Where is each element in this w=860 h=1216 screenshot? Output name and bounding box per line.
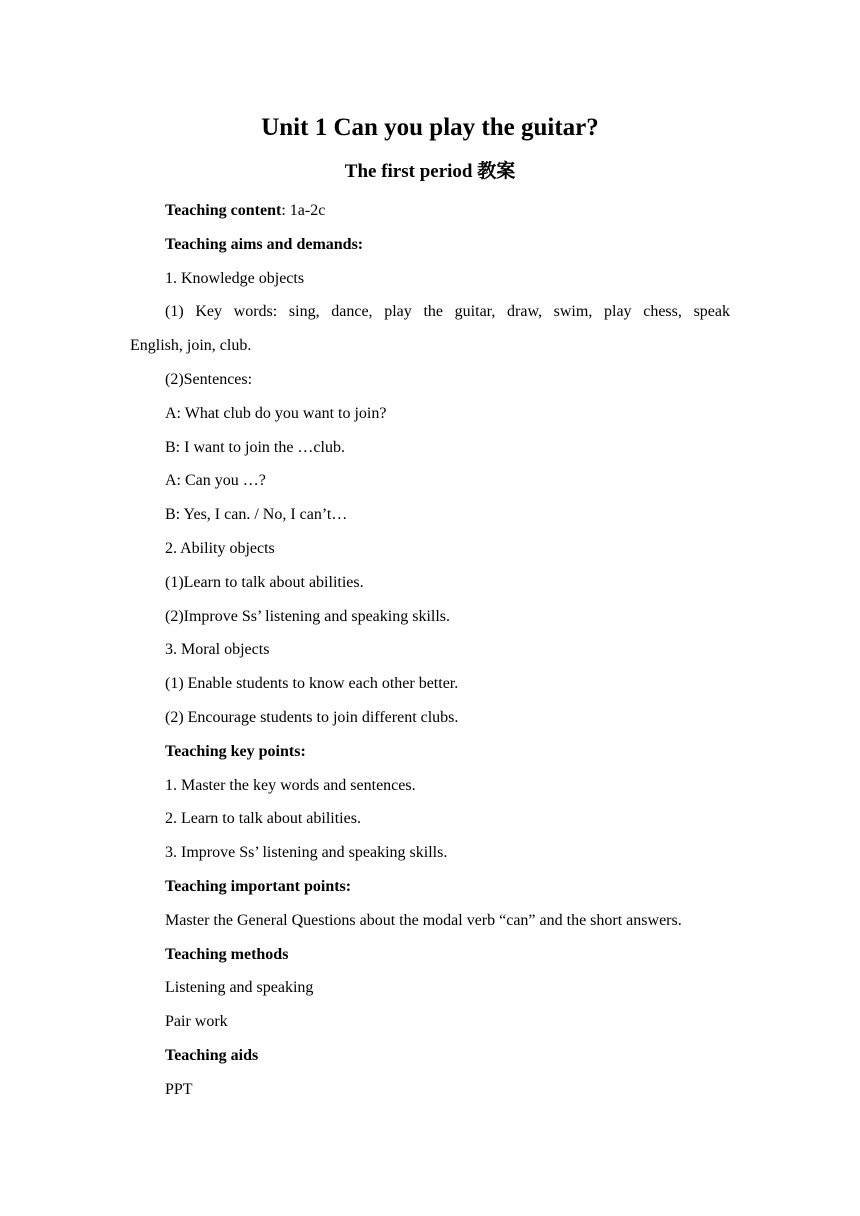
- sentences-heading: (2)Sentences:: [165, 370, 253, 388]
- document-body: [130, 194, 730, 1107]
- key-words-line-2: English, join, club.: [130, 337, 252, 355]
- method-item: Listening and speaking: [165, 979, 314, 997]
- moral-item: (2) Encourage students to join different clubs.: [165, 708, 459, 726]
- key-point-item: 2. Learn to talk about abilities.: [165, 810, 361, 828]
- aid-item: PPT: [165, 1080, 193, 1098]
- important-points-text: Master the General Questions about the modal verb “can” and the short answers.: [165, 911, 682, 929]
- aids-heading: Teaching aids: [165, 1046, 259, 1064]
- moral-item: (1) Enable students to know each other better.: [165, 675, 459, 693]
- key-point-item: 1. Master the key words and sentences.: [165, 776, 416, 794]
- teaching-content-value: : 1a-2c: [281, 202, 326, 219]
- key-points-heading: Teaching key points:: [165, 742, 306, 760]
- key-point-item: 3. Improve Ss’ listening and speaking skills.: [165, 844, 448, 862]
- aims-heading: Teaching aims and demands:: [165, 235, 364, 253]
- document-subtitle: The first period 教案: [344, 161, 516, 182]
- key-words-line-1: (1) Key words: sing, dance, play the guitar, draw, swim, play chess, speak: [165, 303, 730, 321]
- ability-heading: 2. Ability objects: [165, 539, 275, 557]
- methods-heading: Teaching methods: [165, 945, 289, 963]
- teaching-content-label: Teaching content: [165, 202, 282, 219]
- sentence-item: B: I want to join the …club.: [165, 438, 345, 456]
- method-item: Pair work: [165, 1013, 228, 1031]
- knowledge-heading: 1. Knowledge objects: [165, 269, 305, 287]
- moral-heading: 3. Moral objects: [165, 641, 270, 659]
- ability-item: (1)Learn to talk about abilities.: [165, 573, 364, 591]
- sentence-item: A: What club do you want to join?: [165, 404, 387, 422]
- sentence-item: A: Can you …?: [165, 472, 266, 490]
- important-points-heading: Teaching important points:: [165, 877, 352, 895]
- sentence-item: B: Yes, I can. / No, I can’t…: [165, 506, 348, 524]
- ability-item: (2)Improve Ss’ listening and speaking skills.: [165, 607, 450, 625]
- teaching-content-line: [130, 194, 730, 228]
- document-title: Unit 1 Can you play the guitar?: [261, 114, 599, 141]
